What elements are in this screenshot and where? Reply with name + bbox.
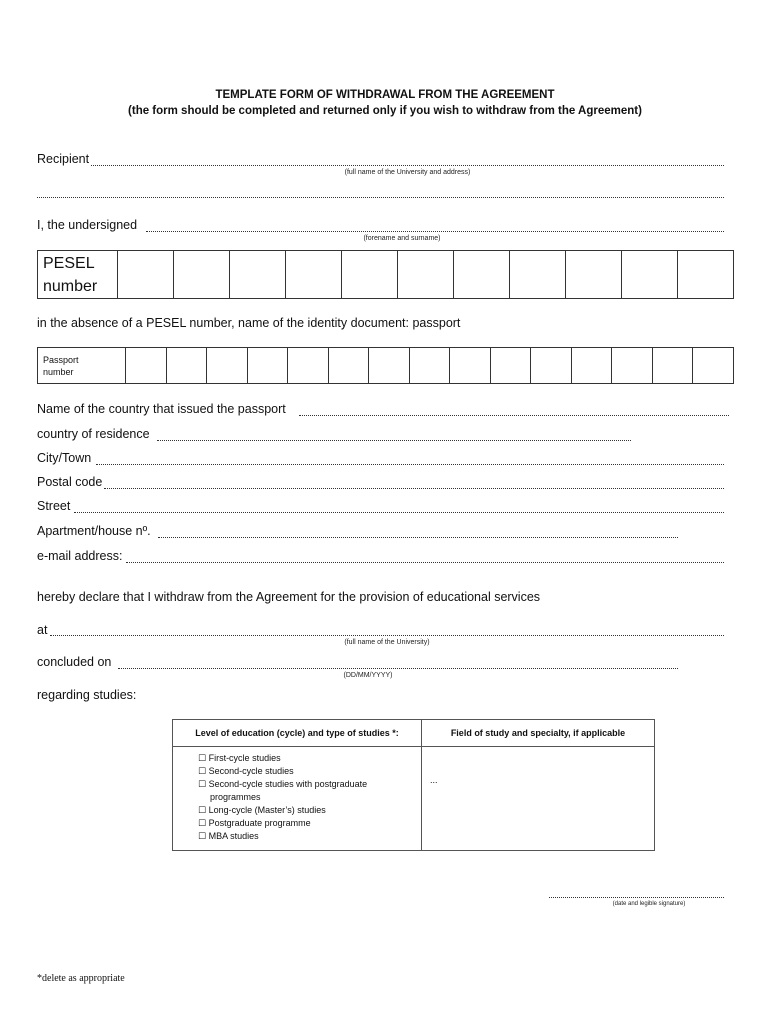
passport-char-box[interactable] — [369, 348, 410, 384]
country-residence-label: country of residence — [37, 427, 150, 441]
pesel-digit-box[interactable] — [510, 251, 566, 299]
passport-char-box[interactable] — [693, 348, 734, 384]
pesel-digit-box[interactable] — [342, 251, 398, 299]
at-caption: (full name of the University) — [344, 639, 430, 646]
footnote: *delete as appropriate — [37, 973, 125, 984]
apartment-input-line[interactable] — [158, 537, 678, 538]
passport-label-line2: number — [43, 366, 74, 377]
apartment-label: Apartment/house nº. — [37, 524, 151, 538]
postal-input-line[interactable] — [104, 488, 724, 489]
postal-label: Postal code — [37, 475, 103, 489]
study-option-mba[interactable]: ☐ MBA studies — [198, 831, 259, 841]
pesel-label-line1: PESEL — [43, 254, 95, 272]
pesel-digit-box[interactable] — [286, 251, 342, 299]
street-input-line[interactable] — [74, 512, 724, 513]
country-issued-input-line[interactable] — [299, 415, 729, 416]
city-input-line[interactable] — [96, 464, 724, 465]
studies-level-header: Level of education (cycle) and type of studies *: — [173, 720, 422, 747]
studies-field-header: Field of study and specialty, if applicable — [422, 720, 655, 747]
at-label: at — [37, 623, 48, 637]
passport-char-box[interactable] — [490, 348, 531, 384]
pesel-digit-box[interactable] — [454, 251, 510, 299]
passport-char-box[interactable] — [612, 348, 653, 384]
pesel-digit-box[interactable] — [174, 251, 230, 299]
studies-field-cell[interactable] — [422, 747, 655, 851]
pesel-digit-box[interactable] — [678, 251, 734, 299]
form-subtitle: (the form should be completed and returned only if you wish to withdraw from the Agreement) — [128, 105, 642, 117]
undersigned-input-line[interactable] — [146, 231, 724, 232]
country-issued-label: Name of the country that issued the passport — [37, 402, 286, 416]
recipient-caption: (full name of the University and address) — [344, 169, 471, 176]
study-option-postgraduate[interactable]: ☐ Postgraduate programme — [198, 818, 311, 828]
pesel-digit-box[interactable] — [398, 251, 454, 299]
passport-char-box[interactable] — [571, 348, 612, 384]
passport-label-line1: Passport — [43, 354, 79, 365]
pesel-digit-box[interactable] — [566, 251, 622, 299]
pesel-grid — [37, 250, 734, 299]
email-input-line[interactable] — [126, 562, 724, 563]
studies-table — [172, 719, 655, 851]
pesel-digit-box[interactable] — [622, 251, 678, 299]
passport-char-box[interactable] — [450, 348, 491, 384]
passport-grid — [37, 347, 734, 384]
studies-options-cell — [173, 747, 422, 851]
regarding-label: regarding studies: — [37, 688, 137, 702]
study-option-second-cycle[interactable]: ☐ Second-cycle studies — [198, 766, 294, 776]
absence-text: in the absence of a PESEL number, name of the identity document: passport — [37, 316, 461, 330]
study-option-long-cycle[interactable]: ☐ Long-cycle (Master’s) studies — [198, 805, 326, 815]
email-label: e-mail address: — [37, 549, 123, 563]
pesel-label-line2: number — [43, 277, 98, 295]
undersigned-caption: (forename and surname) — [363, 235, 441, 242]
city-label: City/Town — [37, 451, 92, 465]
pesel-digit-box[interactable] — [118, 251, 174, 299]
form-title: TEMPLATE FORM OF WITHDRAWAL FROM THE AGREEMENT — [215, 89, 555, 101]
pesel-digit-box[interactable] — [230, 251, 286, 299]
recipient-input-line[interactable] — [91, 165, 724, 166]
passport-label — [38, 348, 126, 384]
concluded-caption: (DD/MM/YYYY) — [343, 672, 393, 679]
undersigned-label: I, the undersigned — [37, 218, 138, 232]
study-option-second-cycle-postgraduate[interactable]: ☐ Second-cycle studies with postgraduate programmes — [198, 779, 368, 802]
signature-caption: (date and legible signature) — [612, 901, 686, 907]
studies-field-value: ... — [430, 775, 438, 785]
passport-char-box[interactable] — [166, 348, 207, 384]
university-input-line[interactable] — [50, 635, 724, 636]
passport-char-box[interactable] — [207, 348, 248, 384]
signature-input-line[interactable] — [549, 897, 724, 898]
study-option-first-cycle[interactable]: ☐ First-cycle studies — [198, 753, 281, 763]
declaration-text: hereby declare that I withdraw from the Agreement for the provision of educational services — [37, 590, 541, 604]
passport-char-box[interactable] — [288, 348, 329, 384]
pesel-label — [38, 251, 118, 299]
recipient-address-line[interactable] — [37, 197, 724, 198]
street-label: Street — [37, 499, 71, 513]
passport-char-box[interactable] — [328, 348, 369, 384]
passport-char-box[interactable] — [531, 348, 572, 384]
passport-char-box[interactable] — [409, 348, 450, 384]
passport-char-box[interactable] — [247, 348, 288, 384]
passport-char-box[interactable] — [652, 348, 693, 384]
passport-char-box[interactable] — [126, 348, 167, 384]
concluded-label: concluded on — [37, 655, 112, 669]
country-residence-input-line[interactable] — [157, 440, 631, 441]
concluded-date-input-line[interactable] — [118, 668, 678, 669]
recipient-label: Recipient — [37, 152, 90, 166]
